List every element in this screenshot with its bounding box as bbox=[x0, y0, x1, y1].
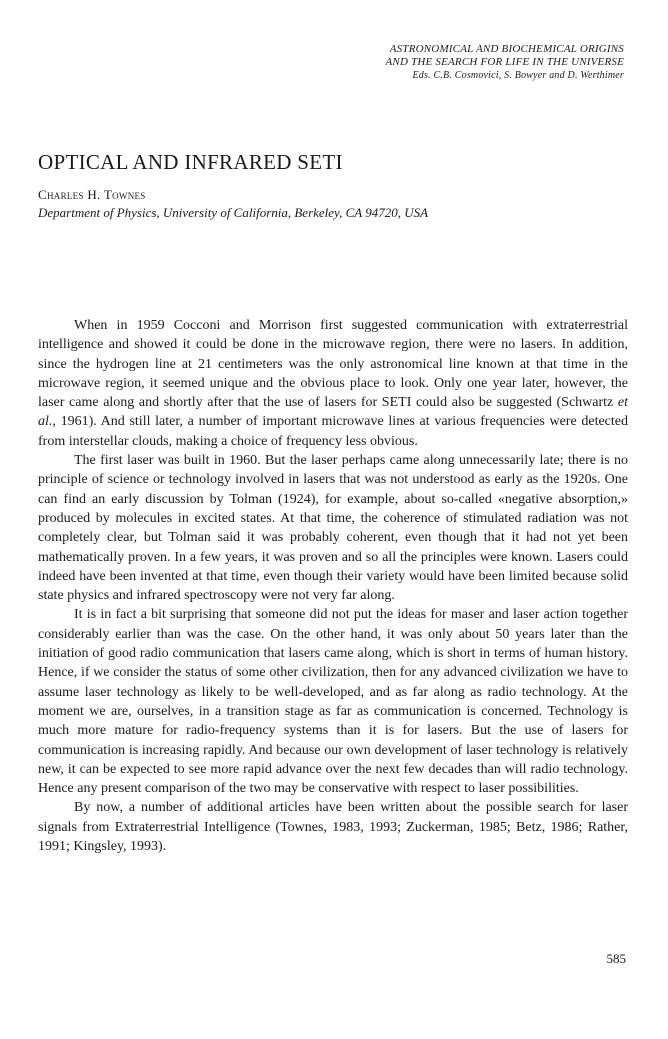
article-affiliation: Department of Physics, University of California, Berkeley, CA 94720, USA bbox=[38, 205, 429, 220]
article-title: OPTICAL AND INFRARED SETI bbox=[38, 150, 343, 174]
article-author: Charles H. Townes bbox=[38, 187, 146, 202]
running-head-line-1: ASTRONOMICAL AND BIOCHEMICAL ORIGINS bbox=[389, 43, 624, 55]
running-head-editors: Eds. C.B. Cosmovici, S. Bowyer and D. Werthimer bbox=[412, 70, 624, 81]
running-head bbox=[386, 43, 624, 82]
article-body bbox=[38, 316, 628, 856]
paragraph-1-text-b: , 1961). And still later, a number of important microwave lines at various frequencies were detected from interstellar clouds, making a choice of frequency less obvious. bbox=[38, 414, 628, 449]
running-head-line-2: AND THE SEARCH FOR LIFE IN THE UNIVERSE bbox=[385, 56, 624, 68]
paragraph-1 bbox=[38, 316, 628, 451]
paragraph-2: The first laser was built in 1960. But the laser perhaps came along unnecessarily late; there is no principle of science or technology involved in lasers that was not understood as early as the 1920s. One can find an early discussion by Tolman (1924), for example, about so-called «negative absorption,» produced by molecules in excited states. At that time, the coherence of stimulated radiation was not completely clear, but Tolman said it was probably coherent, even though that it had not yet been mathematically proven. In a few years, it was proven and so all the principles were known. Lasers could indeed have been invented at that time, even though their variety would have been limited because solid state physics and infrared spectroscopy were not very far along. bbox=[38, 453, 628, 604]
paragraph-1-text-a: When in 1959 Cocconi and Morrison first suggested communication with extraterrestrial intelligence and showed it could be done in the microwave region, there were no lasers. In addition, since the hydrogen line at 21 centimeters was the only astronomical line known at that time in the microwave region, it seemed unique and the obvious place to look. Only one year later, however, the laser came along and shortly after that the use of lasers for SETI could also be suggested (Schwartz bbox=[38, 318, 628, 411]
page-number: 585 bbox=[606, 951, 626, 966]
paragraph-4: By now, a number of additional articles have been written about the possible search for laser signals from Extraterrestrial Intelligence (Townes, 1983, 1993; Zuckerman, 1985; Betz, 1986; Rather, 1991; Kingsley, 1993). bbox=[38, 800, 628, 855]
paragraph-3: It is in fact a bit surprising that someone did not put the ideas for maser and laser action together considerably earlier than was the case. On the other hand, it was only about 50 years later than the initiation of good radio communication that lasers came along, which is short in terms of human history. Hence, if we consider the status of some other civilization, then for any advanced civilization we have to assume laser technology as likely to be well-developed, and as far along as radio technology. At the moment we are, ourselves, in a transition stage as far as communication is concerned. Technology is much more mature for radio-frequency systems than it is for lasers. But the use of lasers for communication is increasing rapidly. And because our own development of laser technology is relatively new, it can be expected to see more rapid advance over the next few decades than will radio technology. Hence any present comparison of the two may be conservative with respect to laser possibilities. bbox=[38, 607, 628, 797]
paragraph-1-italic: et al. bbox=[38, 395, 628, 430]
